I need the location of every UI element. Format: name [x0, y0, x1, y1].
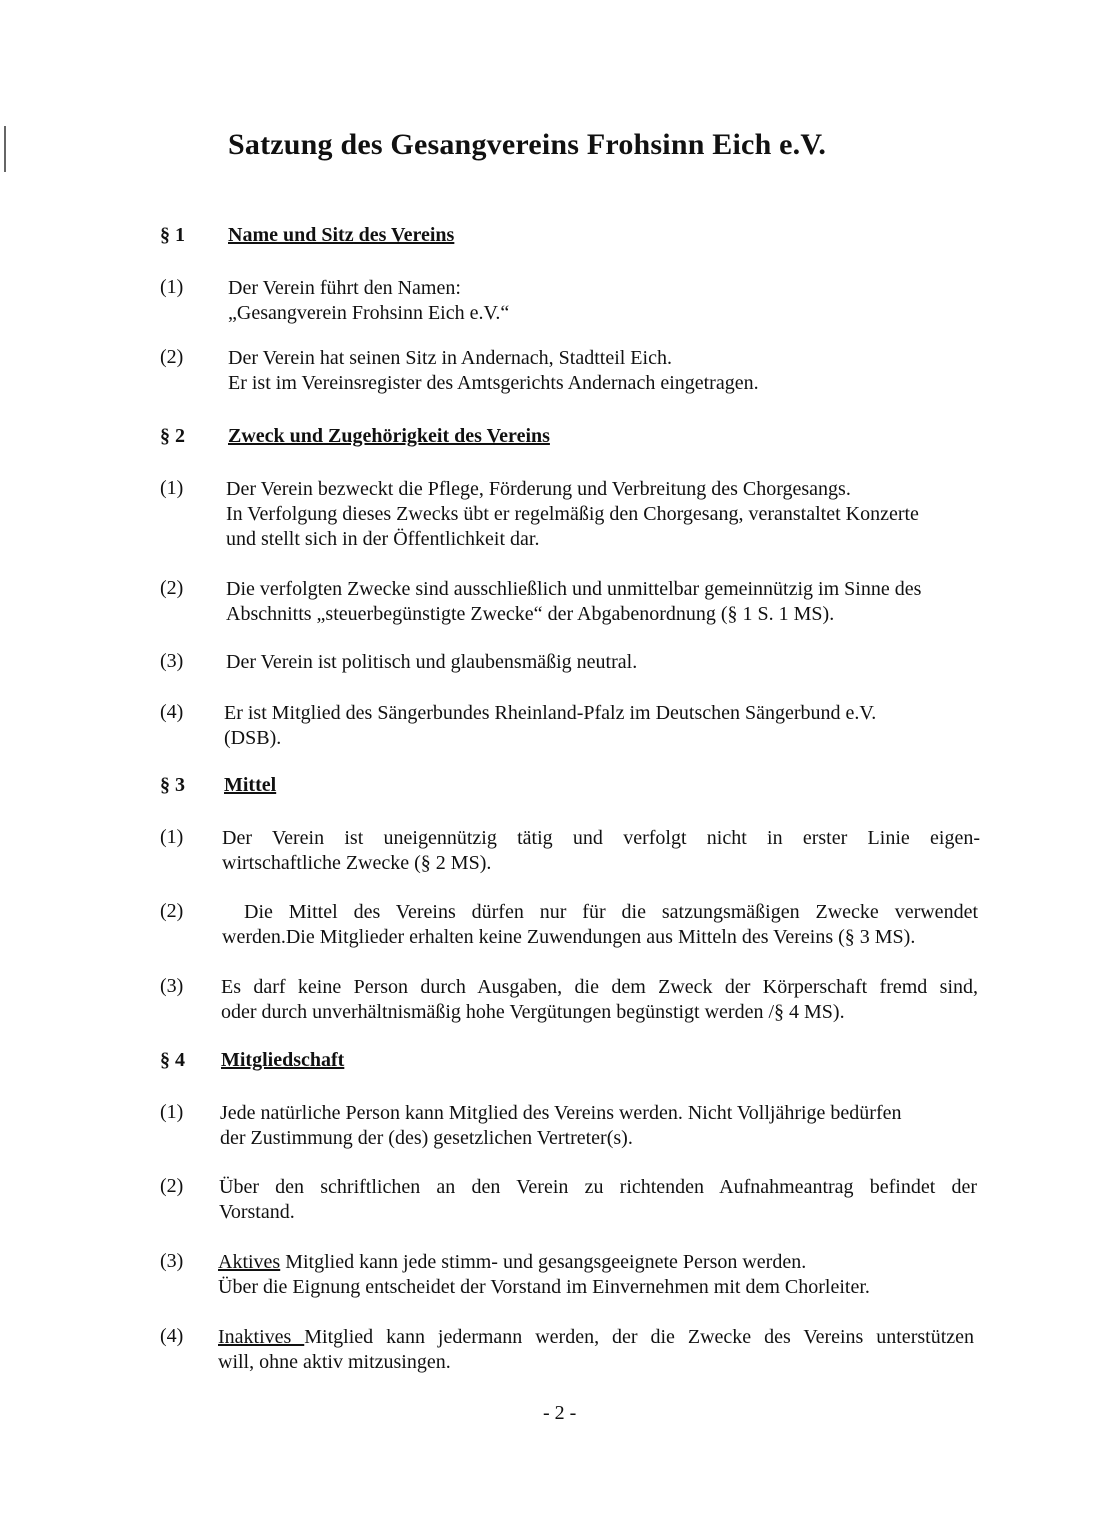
paragraph-number: (2)	[160, 1175, 184, 1197]
scan-edge-mark	[4, 126, 6, 172]
section-number: § 2	[160, 425, 185, 447]
paragraph-number: (4)	[160, 701, 184, 723]
paragraph-text: Der Verein ist politisch und glaubensmäßig neutral.	[226, 651, 638, 673]
paragraph-number: (4)	[160, 1325, 184, 1347]
paragraph-text: Er ist Mitglied des Sängerbundes Rheinland-Pfalz im Deutschen Sängerbund e.V. (DSB).	[224, 702, 877, 749]
paragraph-number: (3)	[160, 975, 184, 997]
section-number: § 1	[160, 224, 185, 246]
paragraph-text: Aktives Mitglied kann jede stimm- und gesangsgeeignete Person werden. Über die Eignung entscheidet der Vorstand im Einvernehmen mit dem Chorleiter.	[218, 1251, 870, 1298]
paragraph-number: (2)	[160, 577, 184, 599]
section-number: § 3	[160, 774, 185, 796]
paragraph-number: (1)	[160, 477, 184, 499]
paragraph-text: Über den schriftlichen an den Verein zu richtenden Aufnahmeantrag befindet der Vorstand.	[219, 1176, 977, 1223]
term-inaktives: Inaktives	[218, 1326, 305, 1348]
paragraph-text: Der Verein hat seinen Sitz in Andernach, Stadtteil Eich. Er ist im Vereinsregister des Amtsgerichts Andernach eingetragen.	[228, 347, 759, 394]
section-heading: Mitgliedschaft	[221, 1049, 345, 1071]
paragraph-number: (1)	[160, 276, 184, 298]
paragraph-number: (2)	[160, 346, 184, 368]
paragraph-text: Die verfolgten Zwecke sind ausschließlich und unmittelbar gemeinnützig im Sinne des Abschnitts „steuerbegünstigte Zwecke“ der Abgabenordnung (§ 1 S. 1 MS).	[226, 578, 922, 625]
section-heading: Name und Sitz des Vereins	[228, 224, 455, 246]
paragraph-number: (3)	[160, 650, 184, 672]
paragraph-text: Jede natürliche Person kann Mitglied des Vereins werden. Nicht Volljährige bedürfen der Zustimmung der (des) gesetzlichen Vertreter(s).	[220, 1102, 902, 1149]
paragraph-text: Die Mittel des Vereins dürfen nur für die satzungsmäßigen Zwecke verwendet werden.Die Mitglieder erhalten keine Zuwendungen aus Mitteln des Vereins (§ 3 MS).	[222, 901, 978, 948]
paragraph-number: (2)	[160, 900, 184, 922]
document-title: Satzung des Gesangvereins Frohsinn Eich e.V.	[228, 128, 827, 161]
paragraph-text: Inaktives Mitglied kann jedermann werden, der die Zwecke des Vereins unterstützen will, ohne aktiv mitzusingen.	[218, 1326, 974, 1373]
section-heading: Mittel	[224, 774, 277, 796]
paragraph-number: (1)	[160, 1101, 184, 1123]
paragraph-text: Der Verein bezweckt die Pflege, Förderung und Verbreitung des Chorgesangs. In Verfolgung dieses Zwecks übt er regelmäßig den Chorgesang, veranstaltet Konzerte und stellt sich in der Öffentlichkeit dar.	[226, 478, 919, 550]
paragraph-text: Der Verein führt den Namen: „Gesangverein Frohsinn Eich e.V.“	[228, 277, 510, 324]
term-aktives: Aktives	[218, 1251, 281, 1273]
paragraph-text: Der Verein ist uneigennützig tätig und verfolgt nicht in erster Linie eigen- wirtschaftliche Zwecke (§ 2 MS).	[222, 827, 980, 874]
paragraph-text: Es darf keine Person durch Ausgaben, die dem Zweck der Körperschaft fremd sind, oder durch unverhältnismäßig hohe Vergütungen begünstigt werden /§ 4 MS).	[221, 976, 978, 1023]
section-heading: Zweck und Zugehörigkeit des Vereins	[228, 425, 550, 447]
paragraph-number: (3)	[160, 1250, 184, 1272]
paragraph-number: (1)	[160, 826, 184, 848]
page-number: - 2 -	[543, 1402, 577, 1424]
section-number: § 4	[160, 1049, 185, 1071]
